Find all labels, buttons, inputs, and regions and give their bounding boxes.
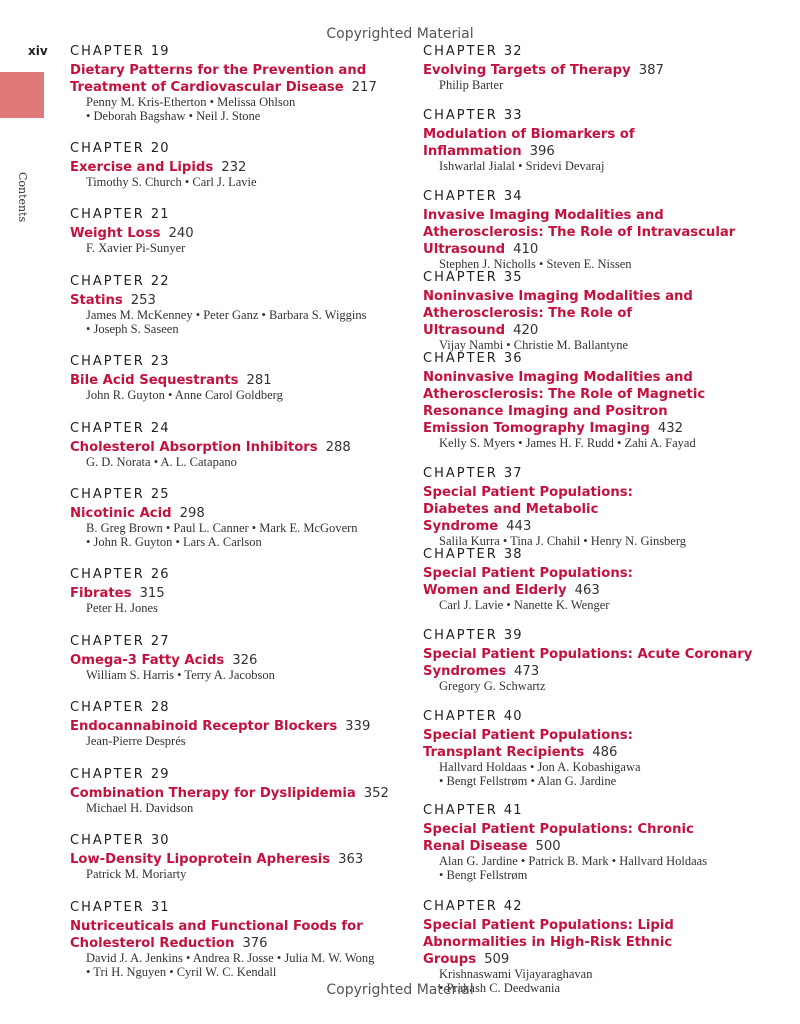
- toc-entry-chapter-21[interactable]: [70, 207, 410, 256]
- section-tab-marker: [0, 72, 44, 118]
- toc-entry-chapter-39[interactable]: [423, 628, 753, 694]
- chapter-heading: CHAPTER 24: [70, 421, 170, 436]
- chapter-title[interactable]: Evolving Targets of Therapy 387: [423, 63, 664, 78]
- page-reference: 240: [168, 226, 194, 241]
- chapter-title[interactable]: Omega-3 Fatty Acids 326: [70, 653, 258, 668]
- page-reference: 396: [529, 144, 555, 159]
- toc-entry-chapter-34[interactable]: [423, 189, 753, 272]
- chapter-heading: CHAPTER 27: [70, 634, 170, 649]
- chapter-authors: Stephen J. Nicholls • Steven E. Nissen: [439, 257, 632, 271]
- chapter-heading: CHAPTER 32: [423, 44, 523, 59]
- toc-entry-chapter-24[interactable]: [70, 421, 410, 470]
- chapter-authors: F. Xavier Pi-Sunyer: [86, 241, 186, 255]
- chapter-authors: Timothy S. Church • Carl J. Lavie: [86, 175, 257, 189]
- chapter-title[interactable]: Nutriceuticals and Functional Foods for Cholesterol Reduction 376: [70, 919, 363, 951]
- page-reference: 339: [345, 719, 371, 734]
- toc-entry-chapter-38[interactable]: [423, 547, 753, 613]
- chapter-authors: Peter H. Jones: [86, 601, 158, 615]
- chapter-title[interactable]: Invasive Imaging Modalities and Atherosclerosis: The Role of Intravascular Ultrasound 410: [423, 208, 736, 257]
- page-reference: 500: [535, 839, 561, 854]
- chapter-heading: CHAPTER 21: [70, 207, 170, 222]
- page-reference: 387: [638, 63, 664, 78]
- chapter-authors: Michael H. Davidson: [86, 801, 194, 815]
- page-reference: 326: [232, 653, 258, 668]
- chapter-heading: CHAPTER 34: [423, 189, 523, 204]
- chapter-title[interactable]: Noninvasive Imaging Modalities and Atherosclerosis: The Role of Ultrasound 420: [423, 289, 693, 338]
- toc-entry-chapter-23[interactable]: [70, 354, 410, 403]
- chapter-title[interactable]: Cholesterol Absorption Inhibitors 288: [70, 440, 351, 455]
- chapter-heading: CHAPTER 28: [70, 700, 170, 715]
- chapter-heading: CHAPTER 37: [423, 466, 523, 481]
- chapter-title[interactable]: Statins 253: [70, 293, 156, 308]
- toc-entry-chapter-20[interactable]: [70, 141, 410, 190]
- chapter-heading: CHAPTER 31: [70, 900, 170, 915]
- chapter-authors: Gregory G. Schwartz: [439, 679, 546, 693]
- page-reference: 410: [513, 242, 539, 257]
- chapter-title[interactable]: Special Patient Populations: Transplant Recipients 486: [423, 728, 633, 760]
- chapter-title[interactable]: Weight Loss 240: [70, 226, 194, 241]
- toc-entry-chapter-19[interactable]: [70, 44, 410, 123]
- page-reference: 281: [246, 373, 272, 388]
- page-reference: 363: [338, 852, 364, 867]
- chapter-authors: Alan G. Jardine • Patrick B. Mark • Hallvard Holdaas • Bengt Fellstrøm: [439, 854, 708, 882]
- chapter-title[interactable]: Special Patient Populations: Chronic Renal Disease 500: [423, 822, 694, 854]
- chapter-title[interactable]: Exercise and Lipids 232: [70, 160, 247, 175]
- chapter-title[interactable]: Special Patient Populations: Acute Coronary Syndromes 473: [423, 647, 753, 679]
- chapter-heading: CHAPTER 35: [423, 270, 523, 285]
- page-reference: 288: [325, 440, 351, 455]
- chapter-authors: G. D. Norata • A. L. Catapano: [86, 455, 237, 469]
- chapter-title[interactable]: Noninvasive Imaging Modalities and Atherosclerosis: The Role of Magnetic Resonance Imaging and Positron Emission Tomography Imaging 432: [423, 370, 706, 436]
- chapter-heading: CHAPTER 36: [423, 351, 523, 366]
- chapter-heading: CHAPTER 26: [70, 567, 170, 582]
- copyright-watermark-top: Copyrighted Material: [326, 26, 474, 42]
- toc-entry-chapter-22[interactable]: [70, 274, 410, 336]
- page-reference: 443: [506, 519, 532, 534]
- chapter-heading: CHAPTER 42: [423, 899, 523, 914]
- chapter-title[interactable]: Bile Acid Sequestrants 281: [70, 373, 272, 388]
- chapter-authors: Ishwarlal Jialal • Sridevi Devaraj: [439, 159, 605, 173]
- chapter-authors: Penny M. Kris-Etherton • Melissa Ohlson • Deborah Bagshaw • Neil J. Stone: [86, 95, 296, 123]
- toc-entry-chapter-26[interactable]: [70, 567, 410, 616]
- chapter-authors: Patrick M. Moriarty: [86, 867, 187, 881]
- chapter-authors: David J. A. Jenkins • Andrea R. Josse • Julia M. W. Wong • Tri H. Nguyen • Cyril W. C. Kendall: [86, 951, 375, 979]
- chapter-authors: William S. Harris • Terry A. Jacobson: [86, 668, 275, 682]
- page-reference: 486: [592, 745, 618, 760]
- chapter-title[interactable]: Dietary Patterns for the Prevention and Treatment of Cardiovascular Disease 217: [70, 63, 377, 95]
- toc-entry-chapter-36[interactable]: [423, 351, 753, 451]
- page-reference: 298: [179, 506, 205, 521]
- chapter-title[interactable]: Combination Therapy for Dyslipidemia 352: [70, 786, 389, 801]
- page-reference: 315: [139, 586, 165, 601]
- chapter-authors: Jean-Pierre Després: [86, 734, 186, 748]
- chapter-authors: Krishnaswami Vijayaraghavan • Prakash C. Deedwania: [439, 967, 593, 995]
- toc-entry-chapter-40[interactable]: [423, 709, 753, 788]
- chapter-title[interactable]: Special Patient Populations: Diabetes and Metabolic Syndrome 443: [423, 485, 633, 534]
- chapter-heading: CHAPTER 40: [423, 709, 523, 724]
- chapter-heading: CHAPTER 19: [70, 44, 170, 59]
- chapter-heading: CHAPTER 25: [70, 487, 170, 502]
- page-reference: 463: [574, 583, 600, 598]
- chapter-authors: James M. McKenney • Peter Ganz • Barbara S. Wiggins • Joseph S. Saseen: [86, 308, 367, 336]
- chapter-authors: Carl J. Lavie • Nanette K. Wenger: [439, 598, 610, 612]
- toc-entry-chapter-42[interactable]: [423, 899, 753, 995]
- chapter-heading: CHAPTER 20: [70, 141, 170, 156]
- page-reference: 253: [130, 293, 156, 308]
- chapter-heading: CHAPTER 39: [423, 628, 523, 643]
- page-reference: 352: [363, 786, 389, 801]
- chapter-heading: CHAPTER 22: [70, 274, 170, 289]
- chapter-heading: CHAPTER 23: [70, 354, 170, 369]
- page-number: xiv: [28, 44, 48, 58]
- toc-entry-chapter-32[interactable]: [423, 44, 753, 93]
- page-reference: 473: [514, 664, 540, 679]
- chapter-title[interactable]: Nicotinic Acid 298: [70, 506, 205, 521]
- toc-entry-chapter-30[interactable]: [70, 833, 410, 882]
- page-reference: 432: [657, 421, 683, 436]
- page-reference: 509: [484, 952, 510, 967]
- page-reference: 217: [351, 80, 377, 95]
- chapter-authors: Salila Kurra • Tina J. Chahil • Henry N. Ginsberg: [439, 534, 687, 548]
- chapter-authors: B. Greg Brown • Paul L. Canner • Mark E. McGovern • John R. Guyton • Lars A. Carlson: [86, 521, 358, 549]
- chapter-authors: John R. Guyton • Anne Carol Goldberg: [86, 388, 283, 402]
- chapter-authors: Vijay Nambi • Christie M. Ballantyne: [439, 338, 629, 352]
- toc-entry-chapter-25[interactable]: [70, 487, 410, 549]
- chapter-title[interactable]: Special Patient Populations: Women and Elderly 463: [423, 566, 633, 598]
- chapter-authors: Philip Barter: [439, 78, 504, 92]
- chapter-heading: CHAPTER 29: [70, 767, 170, 782]
- side-section-label: Contents: [16, 172, 29, 223]
- chapter-authors: Hallvard Holdaas • Jon A. Kobashigawa • Bengt Fellstrøm • Alan G. Jardine: [439, 760, 641, 788]
- toc-entry-chapter-35[interactable]: [423, 270, 753, 353]
- toc-entry-chapter-28[interactable]: [70, 700, 410, 749]
- toc-entry-chapter-27[interactable]: [70, 634, 410, 683]
- toc-entry-chapter-33[interactable]: [423, 108, 753, 174]
- chapter-heading: CHAPTER 30: [70, 833, 170, 848]
- page-reference: 420: [513, 323, 539, 338]
- chapter-authors: Kelly S. Myers • James H. F. Rudd • Zahi A. Fayad: [439, 436, 696, 450]
- chapter-title[interactable]: Fibrates 315: [70, 586, 165, 601]
- toc-entry-chapter-29[interactable]: [70, 767, 410, 816]
- chapter-title[interactable]: Special Patient Populations: Lipid Abnormalities in High-Risk Ethnic Groups 509: [423, 918, 674, 967]
- copyright-watermark-bottom: Copyrighted Material: [326, 982, 474, 998]
- chapter-heading: CHAPTER 33: [423, 108, 523, 123]
- toc-entry-chapter-37[interactable]: [423, 466, 753, 549]
- toc-entry-chapter-31[interactable]: [70, 900, 410, 979]
- chapter-title[interactable]: Endocannabinoid Receptor Blockers 339: [70, 719, 371, 734]
- chapter-title[interactable]: Modulation of Biomarkers of Inflammation 396: [423, 127, 635, 159]
- chapter-heading: CHAPTER 41: [423, 803, 523, 818]
- chapter-heading: CHAPTER 38: [423, 547, 523, 562]
- page-reference: 232: [221, 160, 247, 175]
- toc-entry-chapter-41[interactable]: [423, 803, 753, 882]
- chapter-title[interactable]: Low-Density Lipoprotein Apheresis 363: [70, 852, 364, 867]
- page-reference: 376: [242, 936, 268, 951]
